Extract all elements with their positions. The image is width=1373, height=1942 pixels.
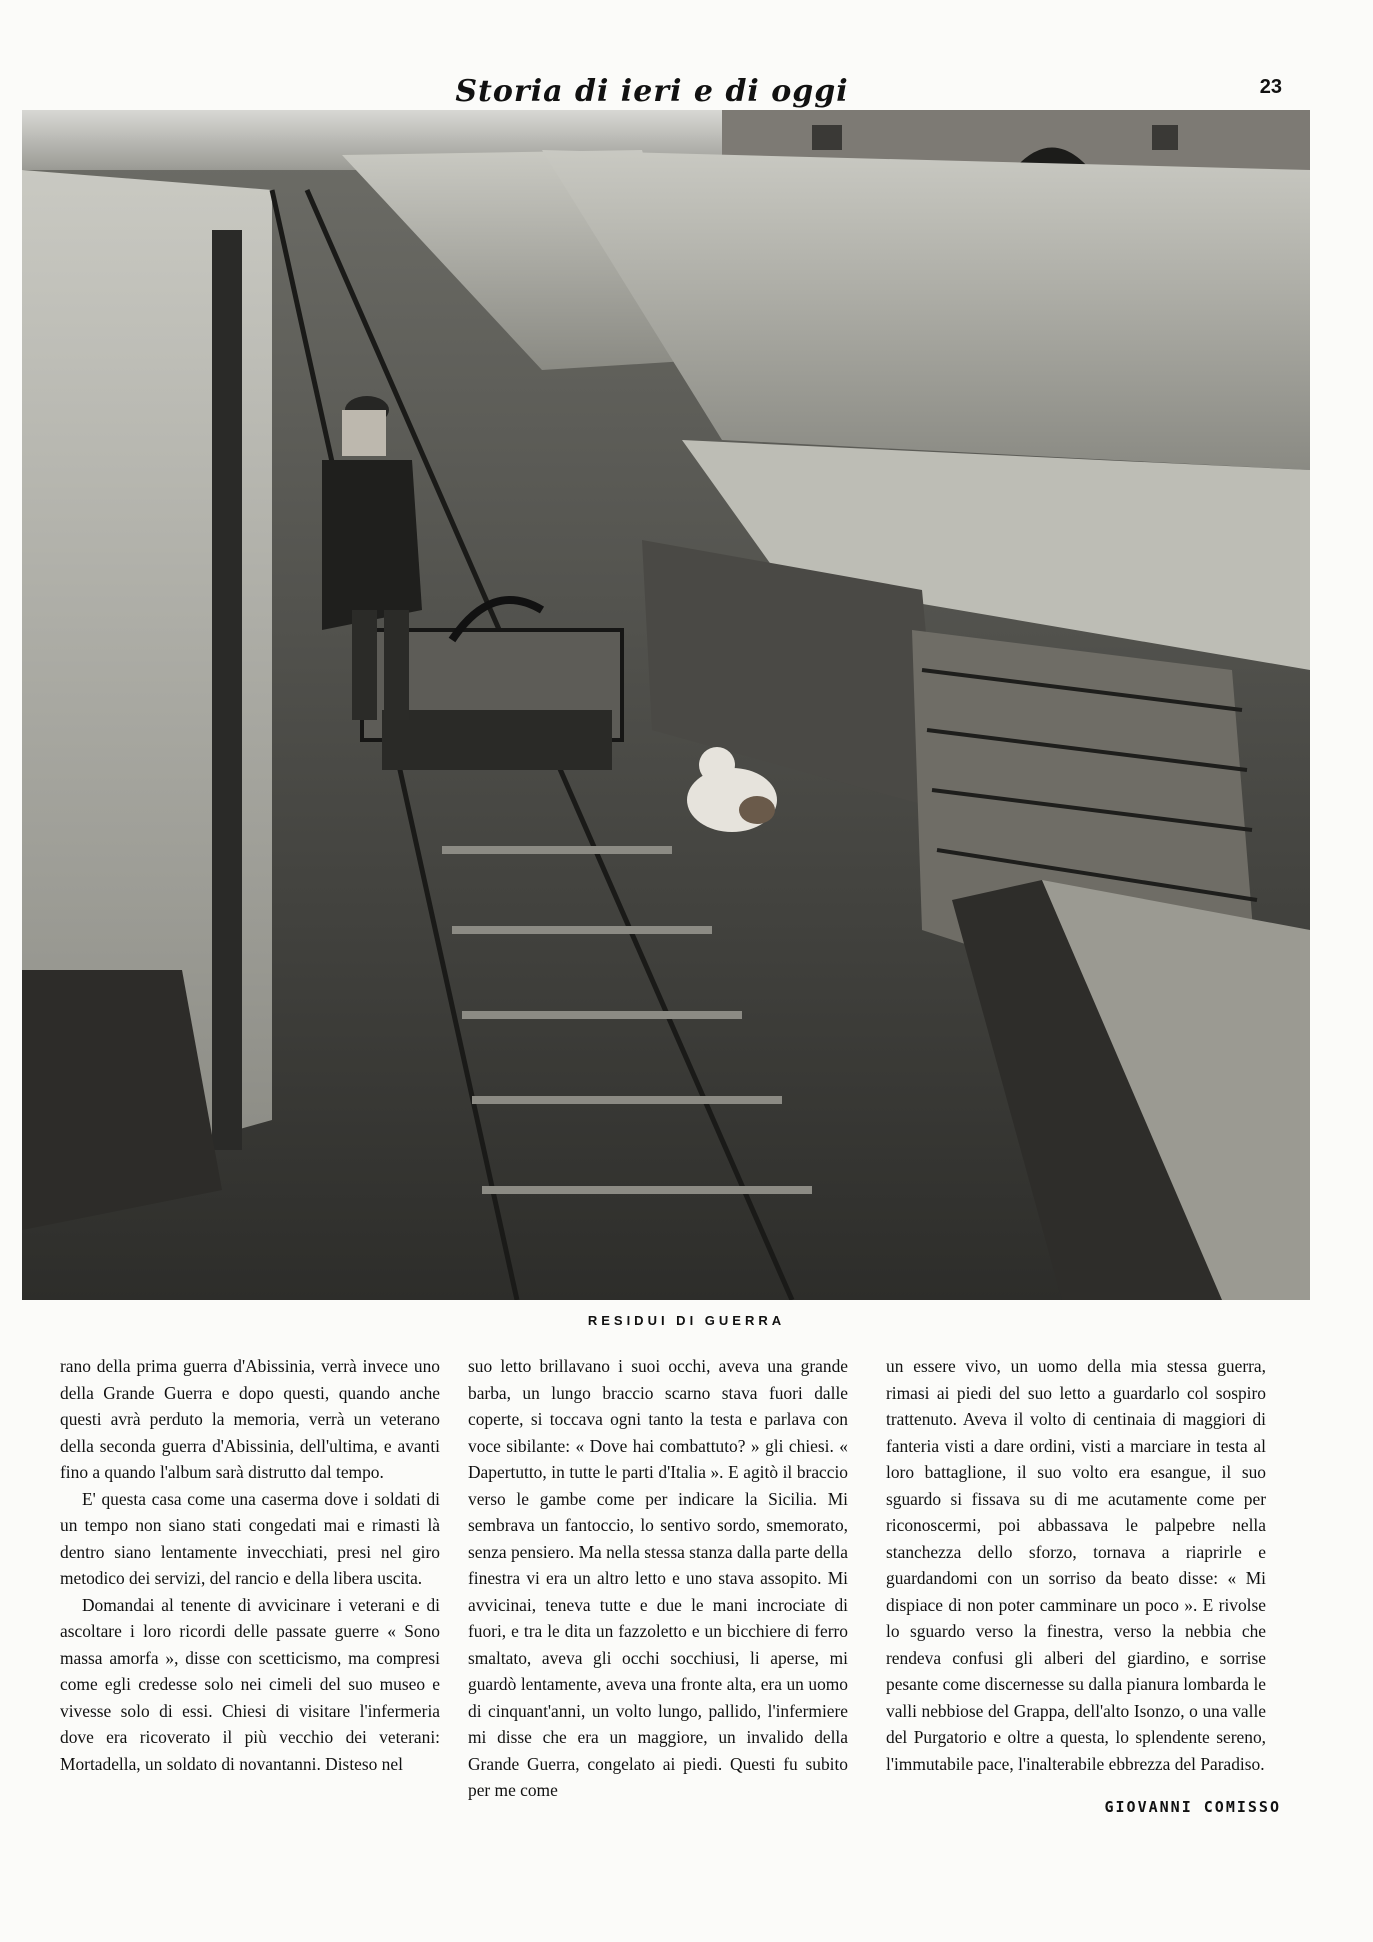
photo-illustration xyxy=(22,110,1310,1300)
article-column-2 xyxy=(468,1353,848,1804)
paragraph: E' questa casa come una caserma dove i soldati di un tempo non siano stati congedati mai e rimasti là dentro siano lentamente invecchiati, presi nel giro metodico dei servizi, del rancio e della libera uscita. xyxy=(60,1488,440,1588)
page-header xyxy=(22,66,1282,112)
war-remnants-photo xyxy=(22,110,1310,1300)
paragraph: Domandai al tenente di avvicinare i veterani e di ascoltare i loro ricordi delle passate guerre « Sono massa amorfa », disse con scetticismo, ma compresi come egli credesse solo nei cimeli del suo museo e vivesse solo di essi. Chiesi di visitare l'infermeria dove era ricoverato il più vecchio dei veterani: Mortadella, un soldato di novantanni. Disteso nel xyxy=(60,1594,440,1774)
page-number: 23 xyxy=(1259,76,1282,98)
masthead-title: Storia di ieri e di oggi xyxy=(455,74,849,109)
article-column-1 xyxy=(60,1353,440,1777)
paragraph: rano della prima guerra d'Abissinia, verrà invece uno della Grande Guerra e dopo questi, quando anche questi avrà perduto la memoria, verrà un veterano della seconda guerra d'Abissinia, dell'ultima, e avanti fino a quando l'album sarà distrutto dal tempo. xyxy=(60,1356,440,1482)
paragraph: suo letto brillavano i suoi occhi, aveva una grande barba, un lungo braccio scarno stava fuori dalle coperte, si toccava ogni tanto la testa e parlava con voce sibilante: « Dove hai combattuto? » gli chiesi. « Dapertutto, in tutte le parti d'Italia ». E agitò il braccio verso le gambe come per indicare la Sicilia. Mi sembrava un fantoccio, lo sentivo sordo, smemorato, senza pensiero. Ma nella stessa stanza dalla parte della finestra vi era un altro letto e uno stava assopito. Mi avvicinai, teneva tutte e due le mani incrociate di fuori, e tra le dita un fazzoletto e un bicchiere di ferro smaltato, aveva gli occhi socchiusi, li aperse, mi guardò lentamente, aveva una fronte alta, era un uomo di cinquant'anni, un volto lungo, pallido, l'infermiere mi disse che era un maggiore, un invalido della Grande Guerra, congelato ai piedi. Questi fu subito per me come xyxy=(468,1356,849,1800)
author-signature: GIOVANNI COMISSO xyxy=(1104,1798,1281,1816)
article-column-3 xyxy=(886,1353,1266,1777)
photo-caption: RESIDUI DI GUERRA xyxy=(587,1313,786,1328)
paragraph: un essere vivo, un uomo della mia stessa guerra, rimasi ai piedi del suo letto a guardarlo col sospiro trattenuto. Aveva il volto di centinaia di maggiori di fanteria visti a dare ordini, visti a marciare in testa al loro battaglione, il suo volto era esangue, il suo sguardo si fissava su di me acutamente come per riconoscermi, poi abbassava le palpebre nella stanchezza dello sforzo, tornava a riaprirle e guardandomi con un sorriso da beato disse: « Mi dispiace di non poter camminare un poco ». E rivolse lo sguardo verso la finestra, verso la nebbia che rendeva confusi gli alberi del giardino, e sorrise pesante come discernesse su dalla pianura lombarda le valli nebbiose del Grappa, dell'alto Isonzo, o una valle del Purgatorio e oltre a questa, lo splendente sereno, l'immutabile pace, l'inalterabile ebbrezza del Paradiso. xyxy=(886,1356,1266,1774)
